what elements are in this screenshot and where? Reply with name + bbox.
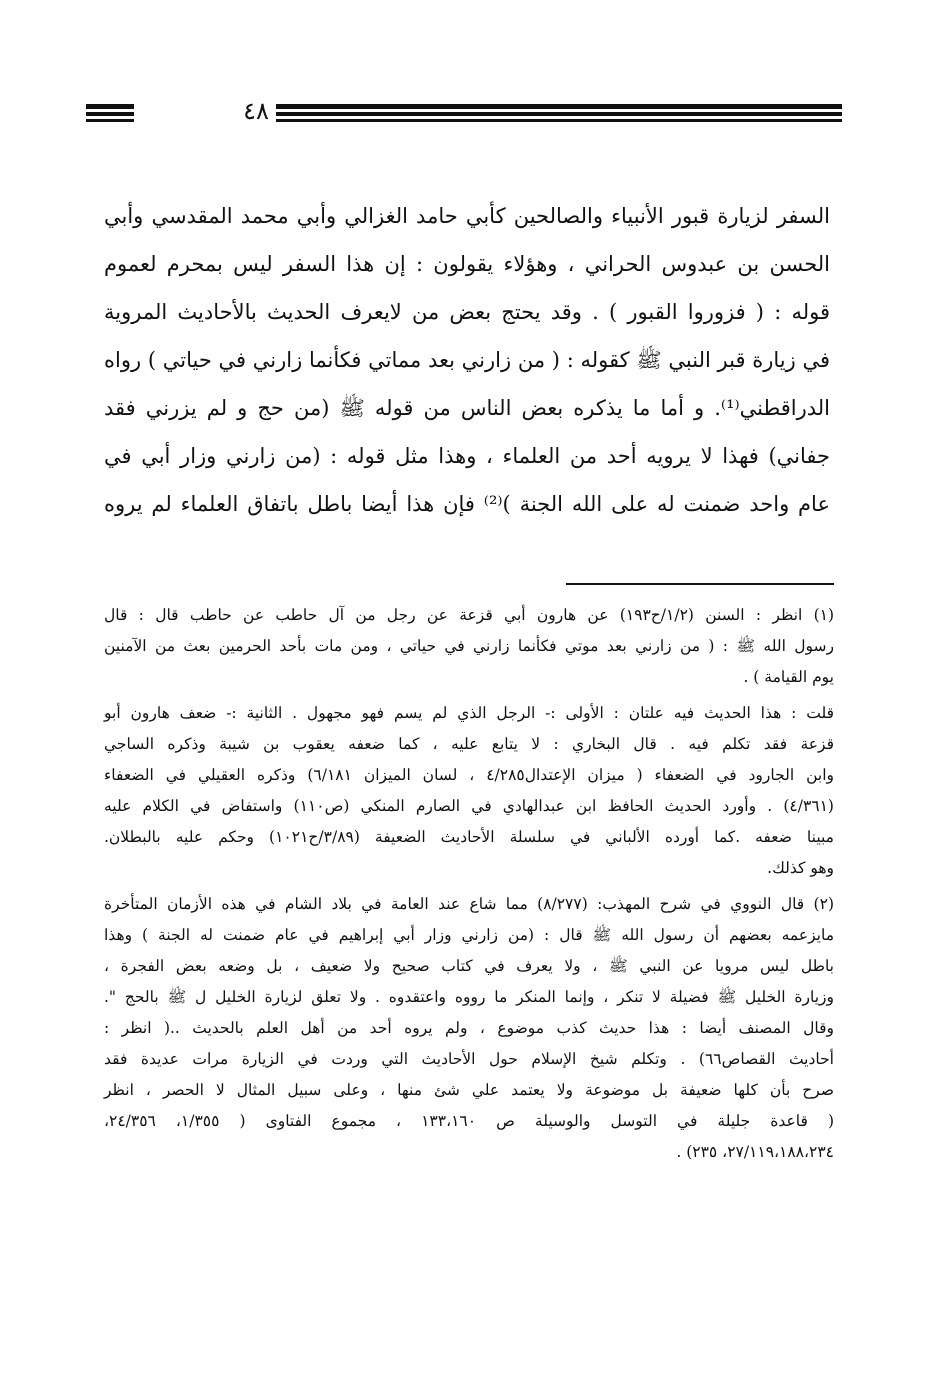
body-line: جفاني) فهذا لا يرويه أحد من العلماء ، وهذا مثل قوله : (من زارني وزار أبي في <box>104 444 830 468</box>
footnote-line: صرح بأن كلها ضعيفة بل موضوعة ولا يعتمد علي شئ منها ، وعلى سبيل المثال لا الحصر ، انظر <box>104 1081 834 1099</box>
footnote-line: مايزعمه بعضهم أن رسول الله ﷺ قال : (من زارني وزار أبي إبراهيم في عام ضمنت له الجنة ) وهذا <box>104 926 834 944</box>
footnote-line: (٤/٣٦١) . وأورد الحديث الحافظ ابن عبدالهادي في الصارم المنكي (ص١١٠) واستفاض في الكلام عليه <box>104 797 834 815</box>
footnote-line: أحاديث القصاص٦٦) . وتكلم شيخ الإسلام حول الأحاديث التي وردت في الزيارة مرات عديدة فقد <box>104 1050 834 1068</box>
footnote-line: وقال المصنف أيضا : هذا حديث كذب موضوع ، ولم يروه أحد من أهل العلم بالحديث ..( انظر : <box>104 1019 834 1037</box>
body-line: الحسن بن عبدوس الحراني ، وهؤلاء يقولون : إن هذا السفر ليس بمحرم لعموم <box>104 252 830 276</box>
footnote-line: ٢٧/١١٩،١٨٨،٢٣٤، ٢٣٥) . <box>676 1143 834 1161</box>
body-line: الدراقطني⁽¹⁾. و أما ما يذكره بعض الناس من قوله ﷺ (من حج و لم يزرني فقد <box>104 396 830 420</box>
page-header <box>86 97 842 130</box>
footnote-line: باطل ليس مرويا عن النبي ﷺ ، ولا يعرف في كتاب صحيح ولا ضعيف ، بل وضعه بعض الفجرة ، <box>104 957 834 975</box>
footnote-line: مبينا ضعفه .كما أورده الألباني في سلسلة الأحاديث الضعيفة (٣/٨٩/ح١٠٢١) وحكم عليه بالبطلان. <box>104 828 834 846</box>
header-rule-right <box>276 112 842 116</box>
footnote-line: رسول الله ﷺ : ( من زارني بعد موتي فكأنما زارني في حياتي ، ومن مات بأحد الحرمين بعث من الآمنين <box>104 637 834 655</box>
footnote-2 <box>104 889 834 1168</box>
header-rule-right <box>276 104 842 109</box>
footnote-1 <box>104 600 834 693</box>
footnote-line: وهو كذلك. <box>767 859 834 877</box>
footnote-line: ( قاعدة جليلة في التوسل والوسيلة ص ١٣٣،١٦٠ ، مجموع الفتاوى ( ١/٣٥٥، ٢٤/٣٥٦، <box>104 1112 834 1130</box>
body-line: قوله : ( فزوروا القبور ) . وقد يحتج بعض من لايعرف الحديث بالأحاديث المروية <box>104 300 830 324</box>
body-line: في زيارة قبر النبي ﷺ كقوله : ( من زارني بعد مماتي فكأنما زارني في حياتي ) رواه <box>104 348 830 372</box>
header-rule-left <box>86 104 134 109</box>
footnote-line: يوم القيامة ) . <box>743 668 834 686</box>
page-number: ٤٨ <box>243 97 269 125</box>
header-rule-left <box>86 119 134 122</box>
footnote-note <box>104 698 834 884</box>
header-rule-left <box>86 112 134 116</box>
footnote-line: قزعة فقد تكلم فيه . قال البخاري : لا يتابع عليه ، كما ضعفه يعقوب بن شيبة وذكره الساجي <box>104 735 834 753</box>
footnote-separator <box>566 583 834 585</box>
footnote-line: قلت : هذا الحديث فيه علتان : الأولى :- الرجل الذي لم يسم فهو مجهول . الثانية :- ضعف هارون أبو <box>104 704 834 722</box>
main-text <box>104 192 830 528</box>
footnote-line: وزيارة الخليل ﷺ فضيلة لا تنكر ، وإنما المنكر ما رووه واعتقدوه . ولا تعلق لزيارة الخليل ل ﷺ بالحج ". <box>104 988 834 1006</box>
footnote-line: (١) انظر : السنن (١/٢/ح١٩٣) عن هارون أبي قزعة عن رجل من آل حاطب عن حاطب قال : قال <box>104 606 835 624</box>
body-line: السفر لزيارة قبور الأنبياء والصالحين كأبي حامد الغزالي وأبي محمد المقدسي وأبي <box>104 204 830 228</box>
footnote-line: وابن الجارود في الضعفاء ( ميزان الإعتدال٤/٢٨٥ ، لسان الميزان ٦/١٨١) وذكره العقيلي في الضعفاء <box>104 766 834 784</box>
body-line: عام واحد ضمنت له على الله الجنة )⁽²⁾ فإن هذا أيضا باطل باتفاق العلماء لم يروه <box>104 492 830 516</box>
header-rule-right <box>276 119 842 122</box>
footnote-line: (٢) قال النووي في شرح المهذب: (٨/٢٧٧) مما شاع عند العامة في بلاد الشام في هذه الأزمان المتأخرة <box>104 895 834 913</box>
footnotes <box>104 600 834 1168</box>
